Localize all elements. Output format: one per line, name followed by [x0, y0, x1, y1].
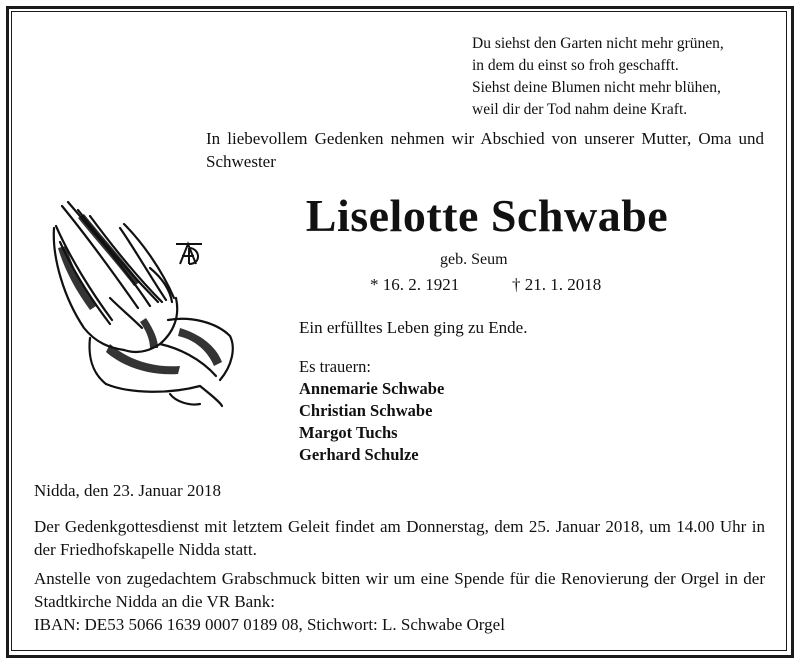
poem-line: Siehst deine Blumen nicht mehr blühen,: [472, 79, 721, 96]
mourner-name: Christian Schwabe: [299, 401, 433, 420]
monogram-icon: [176, 244, 202, 264]
service-info: Der Gedenkgottesdienst mit letztem Geleit findet am Donnerstag, dem 25. Januar 2018, um 14.00 Uhr in der Friedhofskapelle Nidda statt.: [34, 517, 765, 559]
poem: [472, 33, 724, 121]
poem-line: in dem du einst so froh geschafft.: [472, 57, 679, 74]
birth-name: geb. Seum: [440, 251, 508, 268]
poem-line: weil dir der Tod nahm deine Kraft.: [472, 101, 688, 118]
mourner-name: Annemarie Schwabe: [299, 379, 445, 398]
donation-request: Anstelle von zugedachtem Grabschmuck bitten wir um eine Spende für die Renovierung der Orgel in der Stadtkirche Nidda an die VR Bank:: [34, 569, 765, 611]
donation-info: [34, 567, 765, 636]
donation-bank-details: IBAN: DE53 5066 1639 0007 0189 08, Stichwort: L. Schwabe Orgel: [34, 615, 505, 634]
intro-text: In liebevollem Gedenken nehmen wir Abschied von unserer Mutter, Oma und Schwester: [206, 129, 764, 171]
mourner-name: Margot Tuchs: [299, 423, 398, 442]
deceased-name: Liselotte Schwabe: [305, 190, 669, 241]
poem-line: Du siehst den Garten nicht mehr grünen,: [472, 35, 724, 52]
life-text: Ein erfülltes Leben ging zu Ende.: [299, 318, 528, 337]
mourner-name: Gerhard Schulze: [299, 445, 419, 464]
birth-date: * 16. 2. 1921: [370, 275, 460, 294]
mourners-block: [299, 356, 444, 466]
praying-hands-illustration: [50, 198, 250, 408]
place-date: Nidda, den 23. Januar 2018: [34, 481, 221, 500]
mourners-label: Es trauern:: [299, 357, 371, 376]
death-date: † 21. 1. 2018: [512, 275, 602, 294]
